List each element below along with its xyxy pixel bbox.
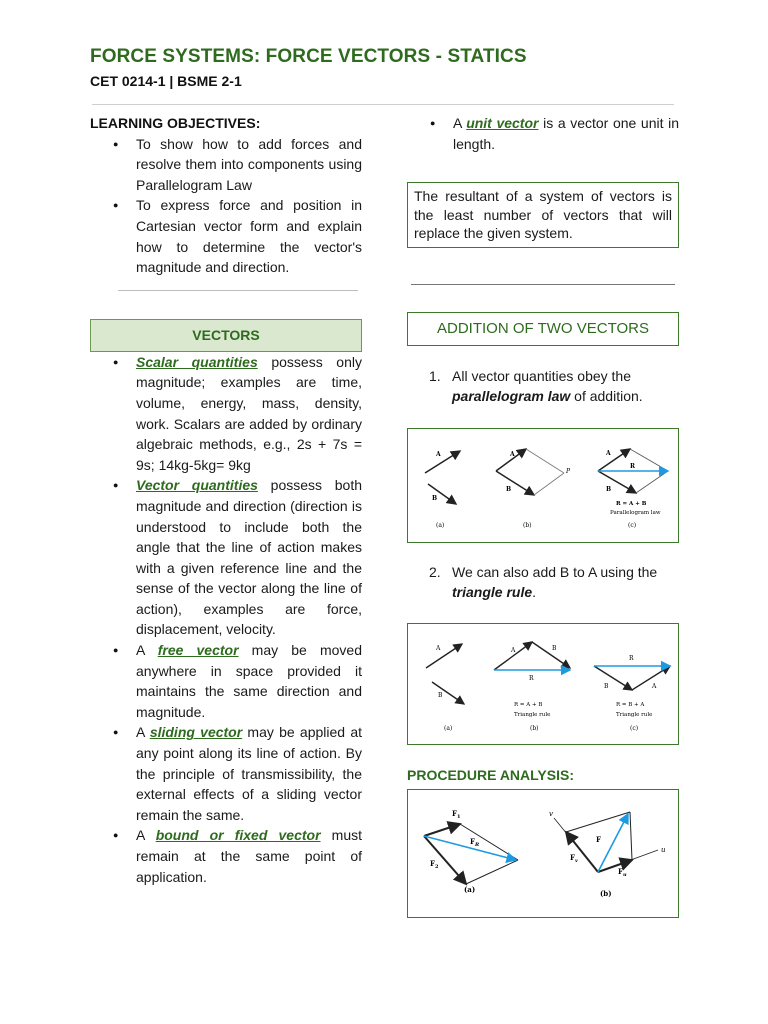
item-prefix: A [136, 724, 150, 741]
step-emphasis: parallelogram law [452, 388, 571, 405]
unit-vector-list [407, 113, 679, 154]
construction-line [526, 449, 564, 473]
label-a: A [510, 450, 515, 458]
construction-line [630, 812, 632, 860]
equation-label: R = A + B [514, 702, 543, 709]
vector-a-arrow [632, 666, 670, 690]
vector-b-arrow [598, 471, 636, 493]
vector-b-arrow [432, 682, 464, 704]
item-text: possess both magnitude and direction (direction is understood to include both the angle that the line of action makes with a given reference line and the sense of the vector along the line of action), examples are force, displacement, velocity. [136, 477, 363, 638]
addition-heading: ADDITION OF TWO VECTORS [437, 319, 649, 337]
item-prefix: A [453, 115, 467, 131]
resultant-note-box: The resultant of a system of vectors is the least number of vectors that will replace the given system. [407, 182, 679, 248]
label-fr: $F_R$ [470, 836, 480, 848]
step-item [407, 366, 679, 407]
term-unit-vector: unit vector [466, 115, 539, 131]
vector-item [90, 722, 362, 825]
label-v: v [549, 809, 553, 818]
construction-line [534, 473, 564, 495]
term-vector: Vector quantities [136, 477, 258, 494]
section-divider [118, 290, 358, 291]
document-title: FORCE SYSTEMS: FORCE VECTORS - STATICS [90, 46, 527, 67]
label-b: B [432, 494, 438, 502]
vector-item [90, 640, 362, 722]
label-r: R [630, 462, 635, 470]
step-number: 1. [429, 367, 441, 384]
label-f: F [596, 834, 601, 844]
label-b: B [606, 485, 612, 493]
step-text: All vector quantities obey the [452, 367, 631, 384]
force-f1-arrow [424, 824, 460, 836]
procedure-diagram [408, 790, 678, 917]
equation-label: R = B + A [616, 702, 645, 709]
panel-label: (a) [444, 725, 453, 733]
step-text: of addition. [570, 388, 643, 405]
unit-vector-item [407, 113, 679, 154]
addition-steps [407, 366, 679, 407]
item-text: may be applied at any point along its line of action. By the principle of transmissibility, the external effects of a sliding vector remain the same. [136, 724, 362, 823]
triangle-rule-diagram [408, 624, 678, 744]
item-prefix: A [136, 642, 158, 659]
caption-label: Triangle rule [616, 712, 653, 719]
section-divider [411, 284, 675, 285]
label-b: B [438, 692, 443, 700]
vector-a-arrow [425, 451, 460, 473]
procedure-heading: PROCEDURE ANALYSIS: [407, 767, 574, 784]
label-a: A [606, 449, 611, 457]
vector-b-arrow [532, 642, 570, 668]
label-fv: $F_v$ [570, 852, 578, 864]
step-text: . [532, 584, 537, 601]
label-a: A [652, 683, 657, 691]
step-emphasis: triangle rule [452, 584, 533, 601]
caption-label: Triangle rule [514, 712, 551, 719]
label-f1: $F_1$ [452, 808, 461, 820]
header-divider [92, 104, 674, 105]
panel-label: (b) [600, 888, 612, 898]
item-text: may be moved anywhere in space provided it maintains the same direction and magnitude. [136, 642, 362, 720]
item-text: must remain at the same point of application. [136, 827, 362, 885]
objectives-heading: LEARNING OBJECTIVES: [90, 115, 261, 131]
vectors-list [90, 352, 362, 887]
vector-item [90, 825, 362, 887]
objectives-list [90, 134, 362, 278]
left-column [90, 113, 362, 887]
vectors-heading-box [90, 319, 362, 352]
force-fv-arrow [566, 832, 598, 872]
parallelogram-figure [407, 428, 679, 543]
label-p: P [566, 467, 571, 475]
label-r: R [629, 655, 634, 663]
construction-line [636, 471, 668, 493]
label-r: R [529, 675, 534, 683]
objective-item: ● To show how to add forces and resolve them into components using Parallelogram Law [90, 134, 362, 196]
term-scalar: Scalar quantities [136, 353, 258, 370]
triangle-rule-figure [407, 623, 679, 745]
panel-label: (a) [436, 521, 445, 529]
panel-label: (b) [530, 725, 539, 733]
item-text: possess only magnitude; examples are time, volume, energy, mass, density, work. Scalars are added by ordinary algebraic methods, e.g., 2s + 7s = 9s; 14kg-5kg= 9kg [136, 353, 362, 473]
panel-label: (a) [464, 884, 476, 894]
label-a: A [436, 645, 441, 653]
panel-label: (c) [628, 521, 637, 529]
addition-heading-box [407, 312, 679, 346]
step-item [407, 562, 679, 603]
label-b: B [506, 485, 512, 493]
procedure-figure [407, 789, 679, 918]
equation-label: R = A + B [616, 500, 647, 507]
label-a: A [436, 450, 441, 458]
label-f2: $F_2$ [430, 858, 439, 870]
item-text: is a vector one unit in length. [453, 115, 679, 152]
label-fu: $F_u$ [618, 866, 627, 878]
step-text: We can also add B to A using the [452, 563, 658, 580]
course-code: CET 0214-1 | BSME 2-1 [90, 73, 242, 89]
term-free-vector: free vector [157, 642, 239, 659]
construction-line [466, 860, 518, 884]
vectors-heading: VECTORS [192, 326, 260, 343]
label-b: B [552, 645, 557, 653]
parallelogram-diagram [408, 429, 678, 542]
term-bound-vector: bound or fixed vector [155, 827, 321, 844]
vector-b-arrow [496, 471, 534, 495]
panel-label: (b) [523, 521, 532, 529]
label-u: u [661, 845, 666, 854]
label-a: A [511, 647, 516, 655]
caption-label: Parallelogram law [610, 509, 661, 516]
construction-line [630, 449, 668, 471]
label-b: B [604, 683, 609, 691]
panel-label: (c) [630, 725, 639, 733]
step-number: 2. [429, 563, 441, 580]
objective-item: ● To express force and position in Cartesian vector form and explain how to determine the vector's magnitude and direction. [90, 195, 362, 277]
addition-steps [407, 562, 679, 603]
vector-item [90, 475, 362, 640]
item-prefix: A [136, 827, 156, 844]
vector-a-arrow [598, 449, 630, 471]
construction-line [460, 824, 518, 860]
vector-b-arrow [594, 666, 632, 690]
vector-a-arrow [426, 644, 462, 668]
term-sliding-vector: sliding vector [149, 724, 243, 741]
vector-item [90, 352, 362, 476]
right-column [407, 113, 679, 918]
